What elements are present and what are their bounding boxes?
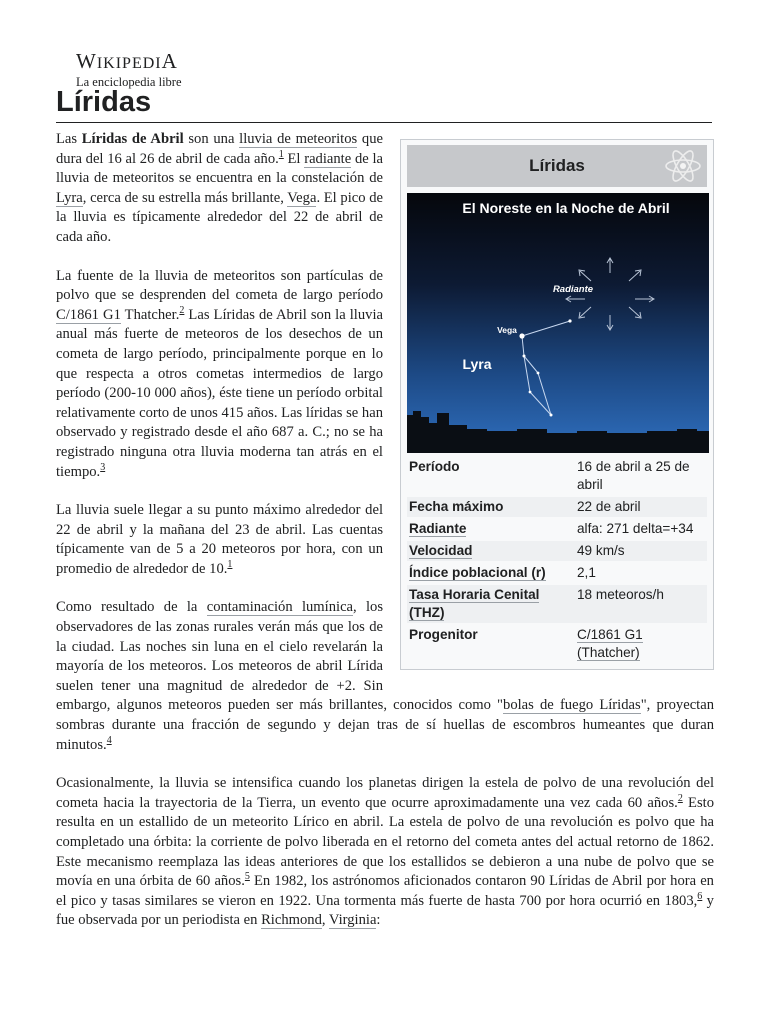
- link-radiante[interactable]: radiante: [304, 150, 352, 167]
- reference-2[interactable]: 2: [179, 304, 185, 316]
- infobox-label: Período: [409, 459, 460, 474]
- infobox-label: Fecha máximo: [409, 499, 504, 514]
- link-richmond[interactable]: Richmond: [261, 912, 322, 929]
- reference-5[interactable]: 5: [244, 871, 250, 883]
- infobox-title: [407, 145, 707, 187]
- chart-heading: El Noreste en la Noche de Abril: [462, 200, 670, 216]
- infobox-value: 2,1: [577, 565, 596, 580]
- infobox-row: [407, 457, 707, 495]
- logo-tagline: La enciclopedia libre: [76, 75, 182, 89]
- infobox: [400, 139, 714, 670]
- infobox-row: [407, 625, 707, 663]
- paragraph-peak: La lluvia suele llegar a su punto máximo alrededor del 22 de abril y la mañana del 23 de abril. Las cuentas típicamente van de 5 a 20 meteoros por hora, con un promedio de alrededor de 10.$^1$: [56, 502, 383, 577]
- infobox-value: 49 km/s: [577, 543, 625, 558]
- reference-3[interactable]: 3: [100, 461, 106, 473]
- link-lluvia-de-meteoritos[interactable]: lluvia de meteoritos: [239, 131, 358, 147]
- reference-6[interactable]: 6: [697, 890, 703, 902]
- infobox-value[interactable]: C/1861 G1 (Thatcher): [577, 627, 643, 660]
- logo-wordmark: WIKIPEDIA: [76, 49, 178, 73]
- infobox-title-text: Líridas: [529, 156, 585, 175]
- reference-1[interactable]: 1: [227, 558, 233, 570]
- reference-4[interactable]: 4: [106, 734, 112, 746]
- atom-icon: [663, 147, 703, 185]
- link-virginia[interactable]: Virginia: [328, 912, 377, 929]
- link-vega[interactable]: Vega: [287, 189, 317, 206]
- infobox-value: 22 de abril: [577, 499, 641, 514]
- infobox-value: 16 de abril a 25 de abril: [577, 459, 690, 492]
- infobox-value: alfa: 271 delta=+34: [577, 521, 694, 536]
- infobox-row: [407, 541, 707, 561]
- radiant-label: Radiante: [552, 284, 594, 295]
- link-lyra[interactable]: Lyra: [56, 189, 83, 206]
- infobox-row: [407, 563, 707, 583]
- link-contaminacion-luminica[interactable]: contaminación lumínica: [206, 599, 354, 616]
- article-body: [56, 130, 714, 950]
- infobox-label[interactable]: Índice poblacional (r): [409, 565, 546, 580]
- lyra-label: Lyra: [462, 356, 492, 372]
- infobox-table: [407, 455, 707, 665]
- paragraph-outbursts: Ocasionalmente, la lluvia se intensifica cuando los planetas dirigen la estela de polvo de una revolución del cometa hacia la trayectoria de la Tierra, un evento que ocurre aproximadamente una vez cada 60 años.$^2$ Esto resulta en un estallido de un meteorito Lírico en abril. La estela de polvo de una revolución es polvo que ha completado una órbita: la corriente de polvo liberada en el retorno del cometa antes del actual retorno de 1862. Este mecanismo reemplaza las ideas anteriores de que los estallidos se debieron a una nube de polvo que se movía en una órbita de 60 años.$^5$ En 1982, los astrónomos aficionados contaron 90 Líridas de Abril por hora en el pico y tasas similares se vieron en 1922. Una tormenta más fuerte de hasta 700 por hora ocurrió en 1803,$^6$ y fue observada por un periodista en Richmond, Virginia:: [56, 775, 714, 929]
- infobox-label[interactable]: Radiante: [409, 521, 467, 536]
- infobox-row: [407, 497, 707, 517]
- reference-1[interactable]: 1: [278, 148, 284, 160]
- infobox-label[interactable]: Tasa Horaria Cenital (THZ): [409, 587, 540, 620]
- infobox-row: [407, 519, 707, 539]
- infobox-value: 18 meteoros/h: [577, 587, 664, 602]
- bold-term: Líridas de Abril: [81, 131, 184, 147]
- paragraph-source: La fuente de la lluvia de meteoritos son partículas de polvo que se desprenden del cometa de largo período C/1861 G1 Thatcher.$^2$ Las Líridas de Abril son la lluvia anual más fuerte de meteoros de los desechos de un cometa de largo período, principalmente porque en lo que respecta a otros cometas intermedios de largo período (200-10 000 años), éste tiene un período orbital relativamente corto de unos 415 años. Las líridas se han observado y registrado desde el año 687 a. C.; no se ha registrado ninguna otra lluvia moderna tan atrás en el tiempo.$^3$: [56, 267, 383, 480]
- paragraph-intro: Las Líridas de Abril son una lluvia de meteoritos que dura del 16 al 26 de abril de cada año.$^1$ El radiante de la lluvia de meteoritos se encuentra en la constelación de Lyra, cerca de su estrella más brillante, Vega. El pico de la lluvia es típicamente alrededor del 22 de abril de cada año.: [56, 131, 383, 245]
- infobox-label: Progenitor: [409, 627, 478, 642]
- link-c1861-g1[interactable]: C/1861 G1: [56, 306, 121, 323]
- reference-2[interactable]: 2: [677, 792, 683, 804]
- vega-label: Vega: [497, 325, 517, 335]
- night-sky-chart-image[interactable]: [407, 193, 709, 453]
- paragraph-observation: Como resultado de la contaminación lumínica, los observadores de las zonas rurales verán más que los de la ciudad. Las noches sin luna en el cielo revelarán la mayoría de los meteoros. Los meteoros de abril Lírida suelen tener una magnitud de alrededor de +2. Sin embargo, algunos meteoros pueden ser más brillantes, conocidos como "bolas de fuego Líridas", proyectan sombras durante una fracción de segundo y dejan tras de sí huellas de escombros humeantes que duran minutos.$^4$: [56, 599, 714, 753]
- infobox-label[interactable]: Velocidad: [409, 543, 473, 558]
- link-bolas-de-fuego[interactable]: bolas de fuego Líridas: [503, 697, 641, 714]
- infobox-row: [407, 585, 707, 623]
- page-title: Líridas: [56, 84, 712, 123]
